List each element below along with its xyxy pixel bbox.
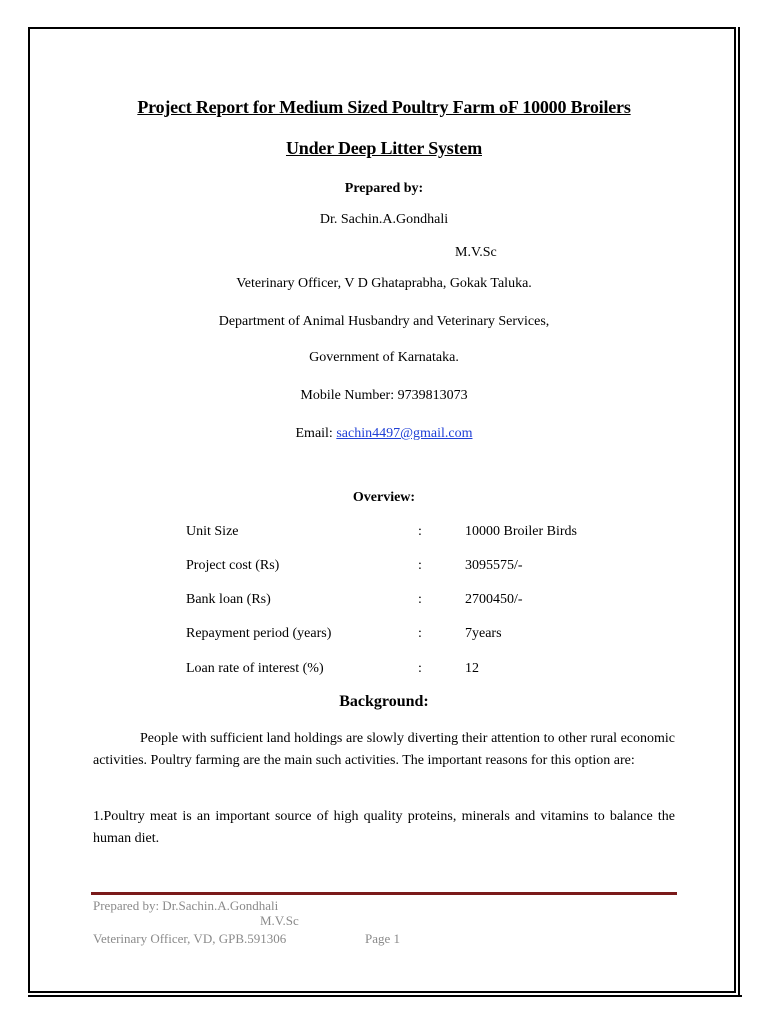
email-link[interactable]: sachin4497@gmail.com [336,426,473,441]
overview-value: 10000 Broiler Birds [465,524,577,539]
overview-colon: : [418,524,422,539]
overview-colon: : [418,592,422,607]
author-position: Veterinary Officer, V D Ghataprabha, Gokak Taluka. [236,276,532,291]
overview-value: 3095575/- [465,558,523,573]
overview-colon: : [418,558,422,573]
prepared-by-label: Prepared by: [344,181,424,196]
overview-value: 7years [465,626,502,641]
document-title-line1: Project Report for Medium Sized Poultry Farm oF 10000 Broilers [137,97,631,117]
footer-degree: M.V.Sc [260,913,299,928]
overview-label: Loan rate of interest (%) [186,661,324,676]
department-name: Department of Animal Husbandry and Veterinary Services, [218,314,550,329]
author-name: Dr. Sachin.A.Gondhali [319,212,449,227]
footer-prepared-by: Prepared by: Dr.Sachin.A.Gondhali [93,898,279,913]
government-name: Government of Karnataka. [309,350,459,365]
overview-label: Repayment period (years) [186,626,332,641]
overview-label: Unit Size [186,524,239,539]
overview-colon: : [418,626,422,641]
email-label: Email: [295,426,337,441]
footer-position: Veterinary Officer, VD, GPB.591306 [93,931,287,946]
overview-value: 12 [465,661,479,676]
footer-rule [91,892,677,895]
footer-page-number: Page 1 [365,931,401,946]
author-degree: M.V.Sc [455,245,497,260]
document-title-line2: Under Deep Litter System [285,138,482,158]
overview-label: Project cost (Rs) [186,558,280,573]
email-line [0,426,768,442]
background-paragraph-1: People with sufficient land holdings are slowly diverting their attention to other rural economic activities. Poultry farming are the main such activities. The important reasons for this option are: [93,731,675,768]
overview-value: 2700450/- [465,592,523,607]
background-paragraph-2: 1.Poultry meat is an important source of high quality proteins, minerals and vitamins to balance the human diet. [93,809,675,846]
mobile-number: Mobile Number: 9739813073 [300,388,468,403]
background-heading: Background: [339,693,429,710]
overview-colon: : [418,661,422,676]
overview-label: Bank loan (Rs) [186,592,271,607]
overview-heading: Overview: [352,490,416,505]
